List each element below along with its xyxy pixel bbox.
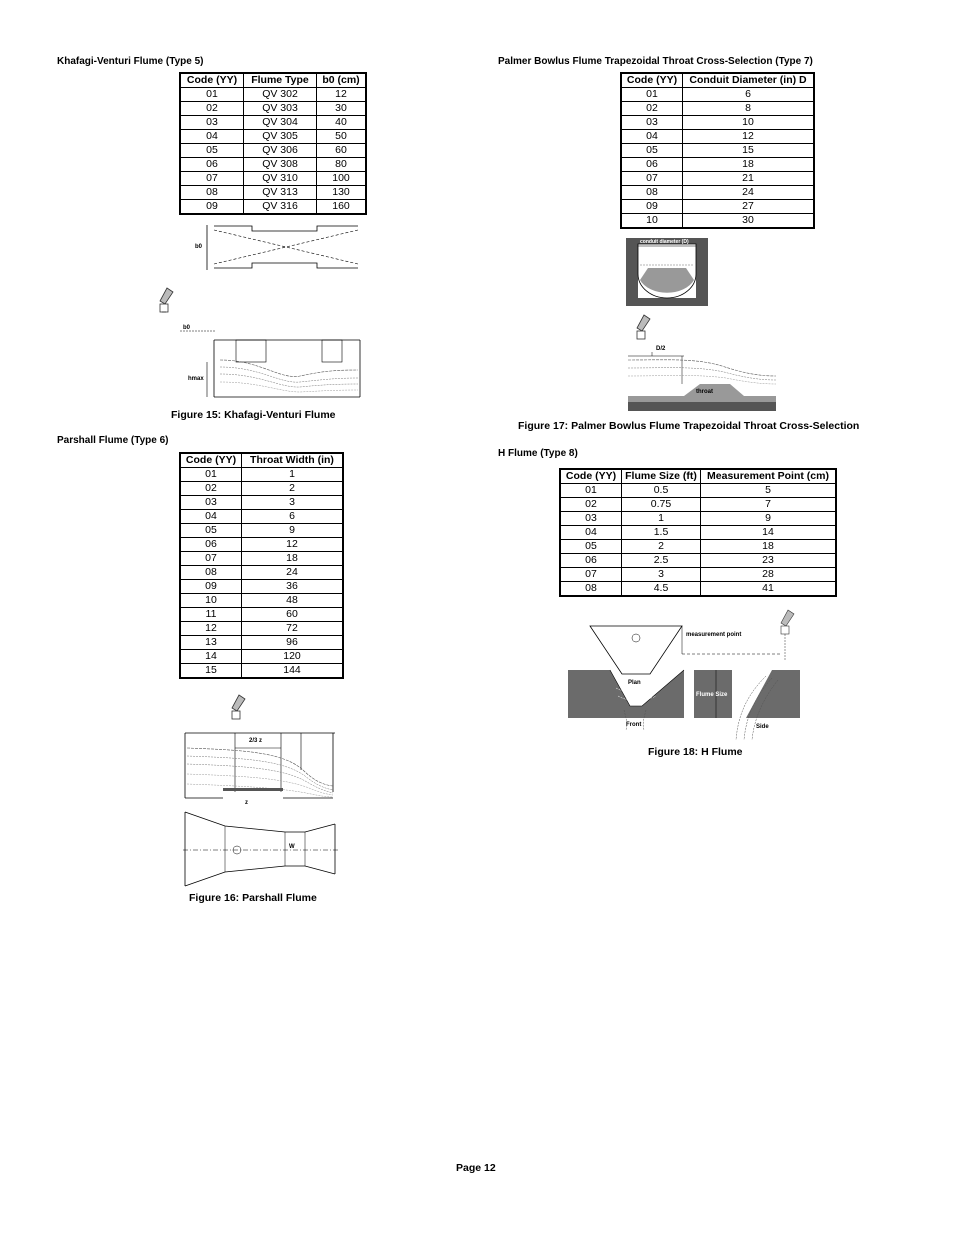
table-row (180, 538, 343, 552)
khafagi-side-b0-label: b0 (183, 325, 191, 331)
table-cell: 05 (180, 524, 242, 538)
table-row (180, 130, 366, 144)
hflume-side-label: Side (756, 724, 769, 730)
table-cell: 12 (180, 622, 242, 636)
table-row (621, 172, 814, 186)
table-cell: 12 (317, 88, 367, 102)
table-cell: 6 (683, 88, 815, 102)
column-header: Flume Size (ft) (622, 469, 701, 484)
table-row (621, 144, 814, 158)
table-row (621, 102, 814, 116)
table-row (621, 200, 814, 214)
table-row (180, 88, 366, 102)
table-row (180, 200, 366, 215)
table-cell: 8 (683, 102, 815, 116)
figure-18-caption: Figure 18: H Flume (648, 746, 743, 758)
table-row (560, 568, 836, 582)
parshall-heading: Parshall Flume (Type 6) (57, 435, 169, 446)
table-cell: 41 (701, 582, 837, 597)
table-cell: 3 (622, 568, 701, 582)
table-cell: 03 (180, 496, 242, 510)
table-cell: 14 (701, 526, 837, 540)
hflume-diagram (566, 606, 802, 744)
palmer-heading: Palmer Bowlus Flume Trapezoidal Throat Cross-Selection (Type 7) (498, 56, 813, 67)
table-row (621, 158, 814, 172)
table-cell: 10 (180, 594, 242, 608)
table-row (180, 186, 366, 200)
table-cell: QV 308 (244, 158, 317, 172)
table-cell: QV 310 (244, 172, 317, 186)
table-cell: 50 (317, 130, 367, 144)
khafagi-heading: Khafagi-Venturi Flume (Type 5) (57, 56, 204, 67)
table-row (180, 158, 366, 172)
table-row (560, 484, 836, 498)
column-header: Conduit Diameter (in) D (683, 73, 815, 88)
figure-15-caption: Figure 15: Khafagi-Venturi Flume (171, 409, 336, 421)
sensor-icon (227, 693, 251, 725)
column-header: Throat Width (in) (242, 453, 344, 468)
table-cell: 12 (242, 538, 344, 552)
table-cell: 40 (317, 116, 367, 130)
column-header: Flume Type (244, 73, 317, 88)
column-header: Code (YY) (180, 453, 242, 468)
table-cell: 01 (621, 88, 683, 102)
table-cell: QV 313 (244, 186, 317, 200)
table-cell: 07 (621, 172, 683, 186)
table-cell: 04 (180, 130, 244, 144)
table-cell: 1 (242, 468, 344, 482)
table-cell: 15 (683, 144, 815, 158)
table-cell: 04 (621, 130, 683, 144)
table-row (621, 214, 814, 229)
table-cell: 04 (560, 526, 622, 540)
table-cell: 08 (180, 186, 244, 200)
table-cell: QV 305 (244, 130, 317, 144)
column-header: Code (YY) (560, 469, 622, 484)
palmer-table (620, 72, 815, 229)
hflume-heading: H Flume (Type 8) (498, 448, 578, 459)
column-header: Code (YY) (180, 73, 244, 88)
table-row (180, 468, 343, 482)
figure-17-caption: Figure 17: Palmer Bowlus Flume Trapezoidal Throat Cross-Selection (518, 420, 860, 432)
table-row (180, 482, 343, 496)
palmer-conduit-label: conduit diameter (D) (640, 239, 689, 245)
table-cell: 07 (560, 568, 622, 582)
table-cell: 120 (242, 650, 344, 664)
table-row (560, 498, 836, 512)
table-row (180, 496, 343, 510)
figure-16-caption: Figure 16: Parshall Flume (189, 892, 317, 904)
table-row (180, 580, 343, 594)
table-cell: 60 (242, 608, 344, 622)
table-cell: 96 (242, 636, 344, 650)
parshall-side-diagram (183, 730, 337, 806)
table-header-row (180, 73, 366, 88)
table-cell: 10 (683, 116, 815, 130)
palmer-side-diagram (626, 340, 778, 412)
table-cell: QV 304 (244, 116, 317, 130)
table-cell: 24 (242, 566, 344, 580)
table-row (180, 172, 366, 186)
table-cell: 4.5 (622, 582, 701, 597)
palmer-d2-label: D/2 (656, 346, 666, 352)
table-cell: 0.5 (622, 484, 701, 498)
parshall-plan-diagram (183, 810, 339, 890)
table-cell: 60 (317, 144, 367, 158)
column-header: Measurement Point (cm) (701, 469, 837, 484)
table-cell: 04 (180, 510, 242, 524)
table-cell: 9 (242, 524, 344, 538)
parshall-table (179, 452, 344, 679)
parshall-w-label: W (289, 844, 295, 850)
palmer-throat-label: throat (696, 389, 713, 395)
table-cell: 9 (701, 512, 837, 526)
table-row (180, 144, 366, 158)
table-cell: 11 (180, 608, 242, 622)
table-row (180, 566, 343, 580)
table-cell: 160 (317, 200, 367, 215)
table-cell: 27 (683, 200, 815, 214)
table-cell: 02 (560, 498, 622, 512)
table-cell: 08 (621, 186, 683, 200)
table-cell: 2 (622, 540, 701, 554)
table-row (180, 510, 343, 524)
table-header-row (180, 453, 343, 468)
table-cell: 1.5 (622, 526, 701, 540)
table-row (180, 524, 343, 538)
table-row (560, 582, 836, 597)
table-cell: 48 (242, 594, 344, 608)
table-header-row (560, 469, 836, 484)
hflume-plan-label: Plan (628, 680, 641, 686)
table-row (180, 594, 343, 608)
table-cell: 07 (180, 552, 242, 566)
table-cell: 6 (242, 510, 344, 524)
table-cell: 03 (560, 512, 622, 526)
table-cell: 08 (180, 566, 242, 580)
table-cell: QV 316 (244, 200, 317, 215)
table-cell: 02 (180, 482, 242, 496)
table-row (180, 608, 343, 622)
table-cell: 08 (560, 582, 622, 597)
table-cell: QV 306 (244, 144, 317, 158)
column-header: b0 (cm) (317, 73, 367, 88)
table-row (180, 636, 343, 650)
table-cell: 23 (701, 554, 837, 568)
table-cell: 0.75 (622, 498, 701, 512)
table-cell: 09 (621, 200, 683, 214)
table-cell: 06 (180, 538, 242, 552)
table-cell: 06 (180, 158, 244, 172)
table-cell: 10 (621, 214, 683, 229)
table-cell: 100 (317, 172, 367, 186)
table-cell: 12 (683, 130, 815, 144)
table-cell: 01 (180, 468, 242, 482)
sensor-icon (157, 286, 181, 320)
table-cell: 80 (317, 158, 367, 172)
hflume-measure-label: measurement point (686, 632, 742, 638)
table-cell: QV 302 (244, 88, 317, 102)
table-cell: 5 (701, 484, 837, 498)
parshall-z-label: z (245, 800, 248, 806)
table-cell: 18 (701, 540, 837, 554)
table-cell: 2.5 (622, 554, 701, 568)
table-cell: 2 (242, 482, 344, 496)
table-cell: 3 (242, 496, 344, 510)
table-row (180, 664, 343, 679)
table-cell: 05 (621, 144, 683, 158)
table-row (560, 540, 836, 554)
table-row (180, 552, 343, 566)
table-cell: 18 (683, 158, 815, 172)
table-cell: 15 (180, 664, 242, 679)
table-row (180, 102, 366, 116)
table-header-row (621, 73, 814, 88)
parshall-23z-label: 2/3 z (249, 738, 263, 744)
table-cell: 18 (242, 552, 344, 566)
table-cell: 36 (242, 580, 344, 594)
table-cell: 01 (560, 484, 622, 498)
table-cell: 06 (621, 158, 683, 172)
table-row (621, 88, 814, 102)
table-cell: 05 (180, 144, 244, 158)
table-row (621, 186, 814, 200)
table-cell: 03 (180, 116, 244, 130)
table-row (621, 130, 814, 144)
table-row (560, 526, 836, 540)
table-row (560, 512, 836, 526)
table-cell: 21 (683, 172, 815, 186)
hflume-front-label: Front (626, 722, 642, 728)
table-cell: 130 (317, 186, 367, 200)
table-cell: 09 (180, 200, 244, 215)
table-cell: 02 (621, 102, 683, 116)
table-cell: 05 (560, 540, 622, 554)
table-cell: 03 (621, 116, 683, 130)
page-number: Page 12 (456, 1162, 496, 1174)
table-cell: 72 (242, 622, 344, 636)
table-row (560, 554, 836, 568)
table-cell: 7 (701, 498, 837, 512)
table-row (180, 116, 366, 130)
column-header: Code (YY) (621, 73, 683, 88)
table-cell: 144 (242, 664, 344, 679)
table-cell: 06 (560, 554, 622, 568)
table-row (180, 622, 343, 636)
khafagi-hmax-label: hmax (188, 376, 204, 382)
table-cell: 09 (180, 580, 242, 594)
table-cell: QV 303 (244, 102, 317, 116)
table-cell: 13 (180, 636, 242, 650)
table-cell: 30 (683, 214, 815, 229)
table-cell: 14 (180, 650, 242, 664)
table-cell: 07 (180, 172, 244, 186)
khafagi-side-diagram (180, 322, 364, 400)
table-row (621, 116, 814, 130)
table-cell: 28 (701, 568, 837, 582)
table-cell: 1 (622, 512, 701, 526)
khafagi-plan-diagram (192, 222, 367, 274)
table-row (180, 650, 343, 664)
khafagi-b0-label: b0 (195, 244, 203, 250)
table-cell: 24 (683, 186, 815, 200)
khafagi-table (179, 72, 367, 215)
table-cell: 30 (317, 102, 367, 116)
hflume-table (559, 468, 837, 597)
table-cell: 01 (180, 88, 244, 102)
table-cell: 02 (180, 102, 244, 116)
palmer-cross-section-diagram (626, 238, 708, 306)
hflume-size-label: Flume Size (696, 692, 728, 698)
